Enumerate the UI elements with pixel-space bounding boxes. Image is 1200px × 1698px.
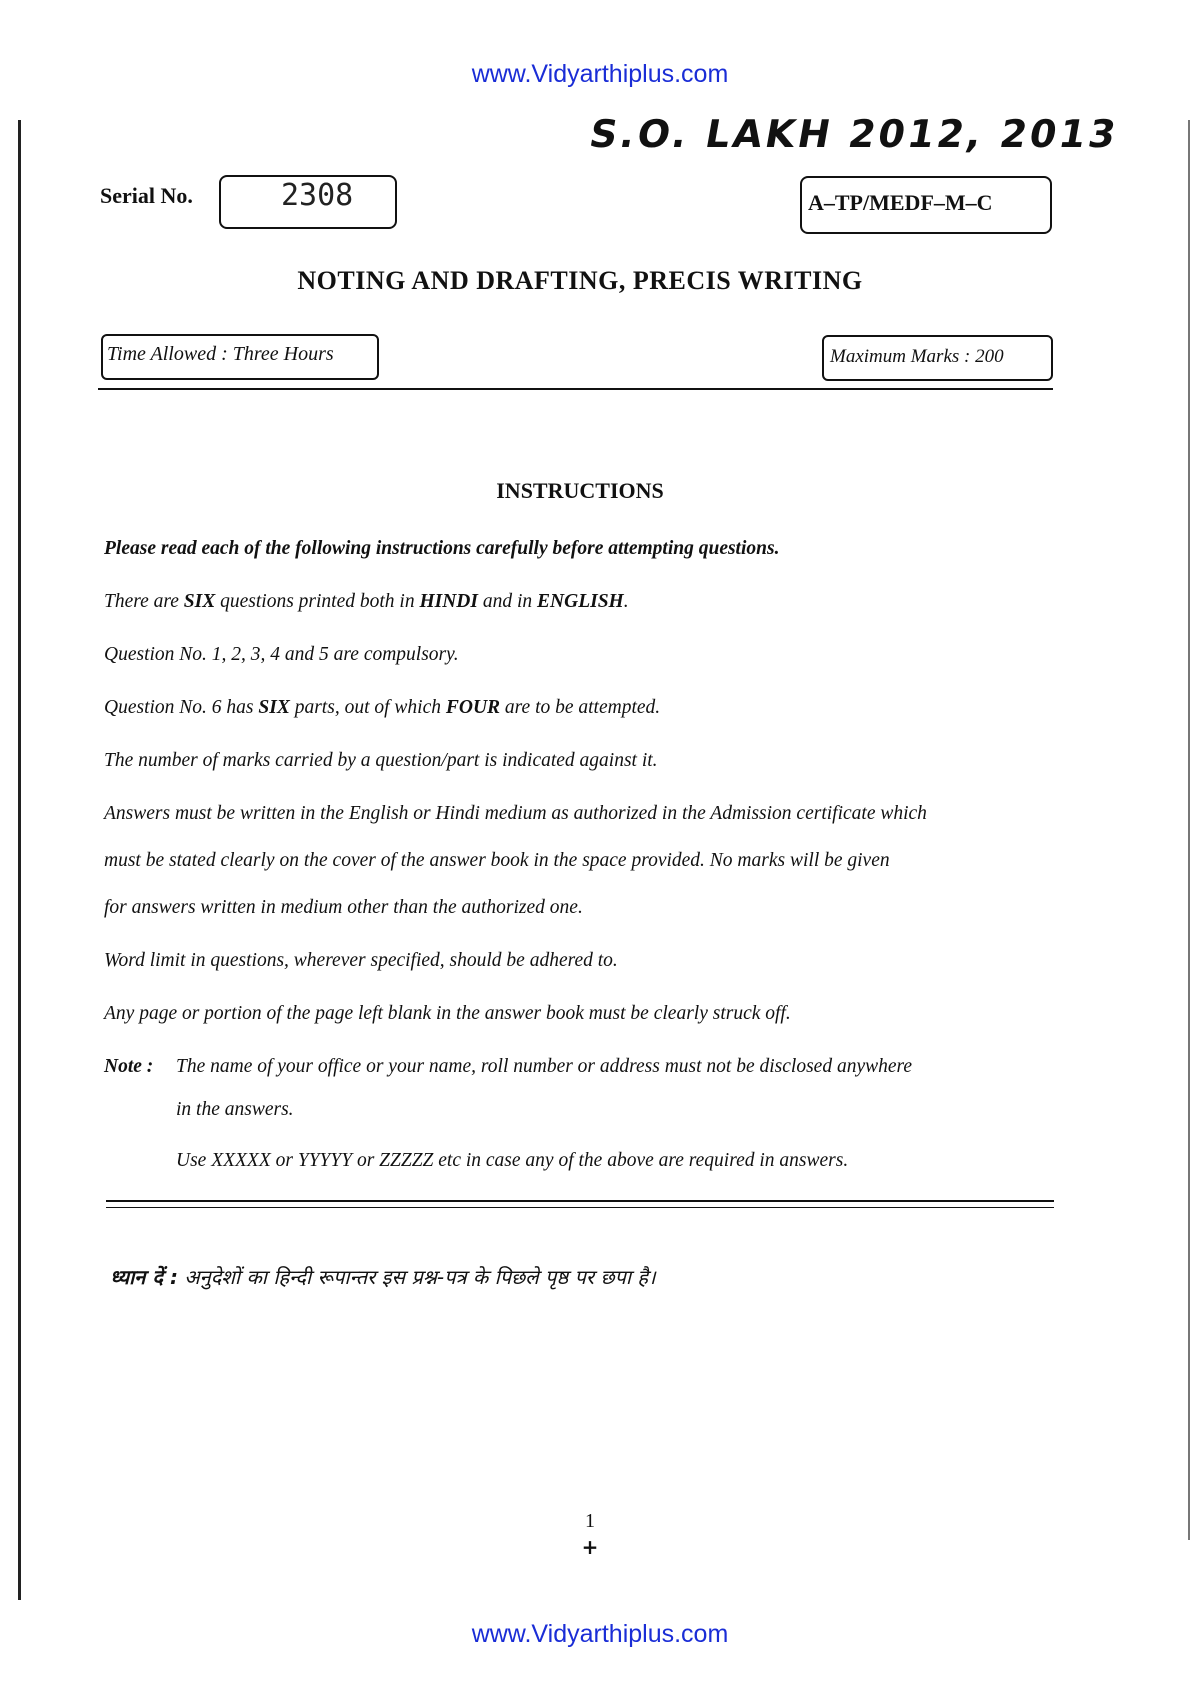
instruction-text: Question No. 6 has [104, 697, 259, 718]
instruction-emphasis: ENGLISH [537, 591, 624, 612]
double-rule [106, 1207, 1054, 1208]
instruction-text: . [623, 591, 629, 612]
paper-title: NOTING AND DRAFTING, PRECIS WRITING [297, 266, 863, 295]
serial-value: 2308 [281, 178, 354, 213]
hindi-note-text: अनुदेशों का हिन्दी रूपान्तर इस प्रश्न-पत्र के पिछले पृष्ठ पर छपा है। [184, 1265, 656, 1289]
instruction-emphasis: SIX [183, 591, 216, 612]
instruction-text: There are [104, 591, 184, 612]
instruction-item: Question No. 1, 2, 3, 4 and 5 are compulsory. [104, 644, 459, 665]
instruction-item: must be stated clearly on the cover of the answer book in the space provided. No marks will be given [104, 850, 890, 871]
instruction-text: are to be attempted. [500, 697, 661, 718]
double-rule [106, 1200, 1054, 1202]
divider [98, 388, 1053, 390]
instruction-lead: Please read each of the following instructions carefully before attempting questions. [104, 538, 780, 559]
registration-mark: + [581, 1535, 599, 1559]
instruction-item [104, 591, 629, 613]
hindi-note [110, 1263, 656, 1290]
note-label: Note : [104, 1056, 154, 1077]
instruction-emphasis: HINDI [419, 591, 478, 612]
instruction-emphasis: SIX [258, 697, 290, 718]
time-allowed: Time Allowed : Three Hours [107, 343, 334, 365]
instruction-item: Any page or portion of the page left blank in the answer book must be clearly struck off. [104, 1003, 791, 1024]
instruction-item: The number of marks carried by a question/part is indicated against it. [104, 750, 658, 771]
note-text: The name of your office or your name, roll number or address must not be disclosed anywhere [176, 1056, 913, 1077]
paper-code: A–TP/MEDF–M–C [808, 190, 993, 215]
scan-edge-right [1188, 120, 1190, 1540]
instruction-item: Word limit in questions, wherever specified, should be adhered to. [104, 950, 618, 971]
page-number: 1 [585, 1510, 595, 1532]
instruction-text: questions printed both in [215, 591, 420, 612]
serial-label: Serial No. [100, 183, 193, 208]
instruction-text: parts, out of which [289, 697, 446, 718]
hindi-note-label: ध्यान दें : [110, 1265, 178, 1289]
note-text: Use XXXXX or YYYYY or ZZZZZ etc in case any of the above are required in answers. [176, 1150, 849, 1171]
note-text: in the answers. [176, 1099, 294, 1120]
scan-edge-left [18, 120, 21, 1600]
instruction-item [104, 697, 660, 719]
instruction-text: and in [477, 591, 538, 612]
instruction-item: for answers written in medium other than the authorized one. [104, 897, 583, 918]
instructions-heading: INSTRUCTIONS [496, 478, 664, 503]
watermark-bottom[interactable]: www.Vidyarthiplus.com [471, 1620, 729, 1648]
watermark-top[interactable]: www.Vidyarthiplus.com [471, 60, 729, 88]
instruction-item: Answers must be written in the English or Hindi medium as authorized in the Admission certificate which [104, 803, 927, 824]
instruction-emphasis: FOUR [445, 697, 501, 718]
handwritten-note: S.O. LAKH 2012, 2013 [586, 112, 1123, 156]
maximum-marks: Maximum Marks : 200 [830, 346, 1004, 367]
